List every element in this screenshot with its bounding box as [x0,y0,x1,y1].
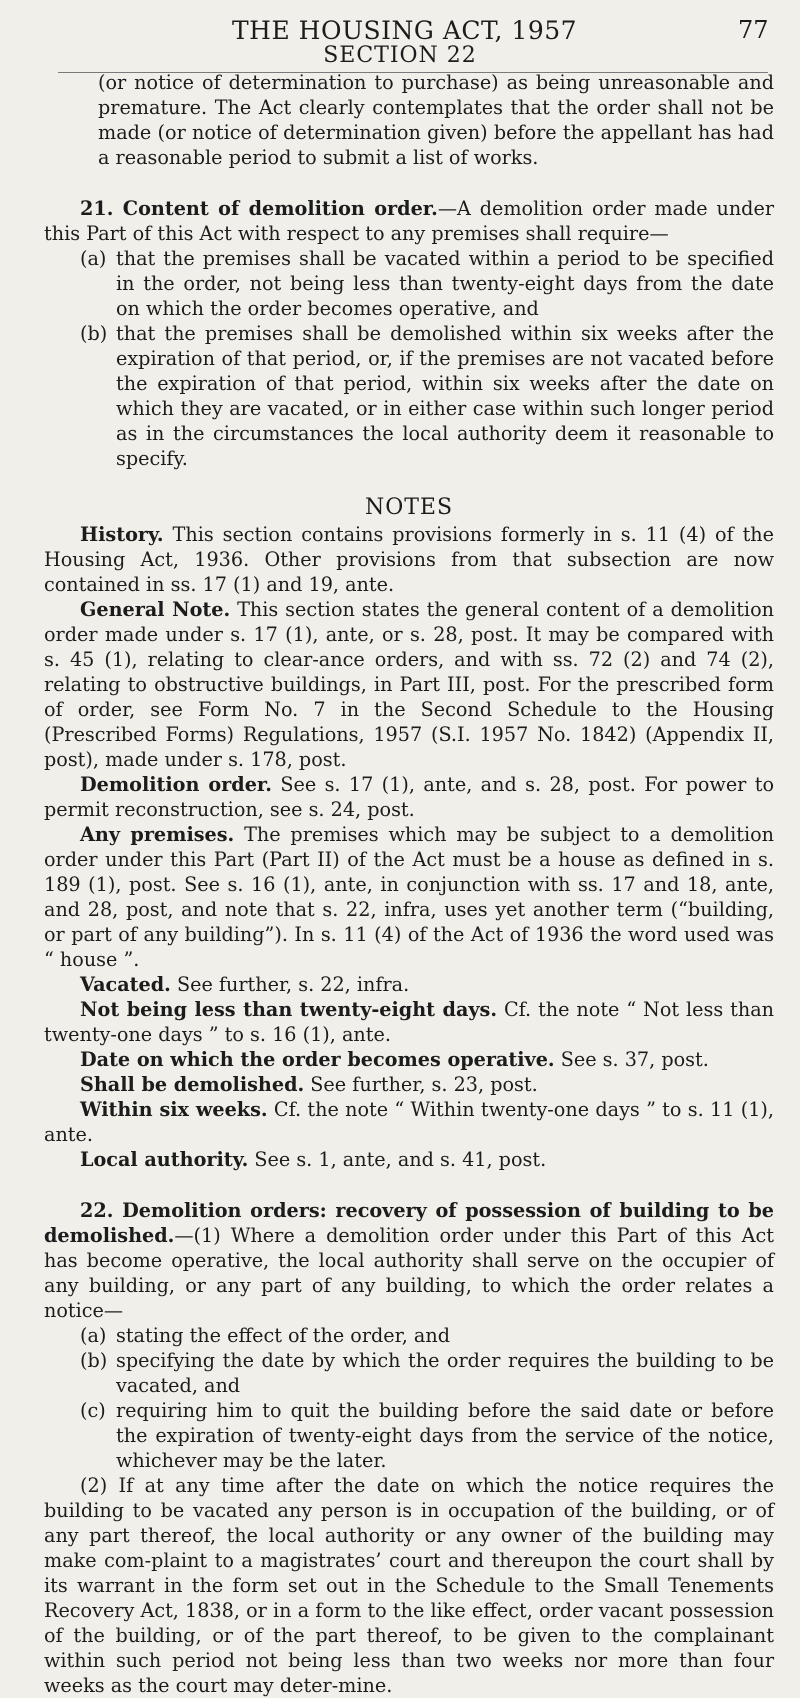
item-text: that the premises shall be vacated within a period to be specified in the order, not being less than twenty-eight days from the date on which the order becomes operative, and [116,247,774,320]
note-head: Vacated. [80,973,171,996]
item-letter: (a) [80,1324,107,1347]
section-22-item [44,1348,774,1398]
continuation-paragraph: (or notice of determination to purchase) as being unreasonable and premature. The Act clearly contemplates that the order shall not be made (or notice of determination given) before the appellant has had a reasonable period to submit a list of works. [98,71,774,169]
note-any-premises [44,822,774,972]
note-head: Date on which the order becomes operative. [80,1048,555,1071]
page-number: 77 [738,16,769,44]
note-history [44,522,774,597]
note-shall-be-demolished [44,1072,774,1097]
note-text: See further, s. 22, infra. [176,973,410,996]
note-twenty-eight-days [44,997,774,1047]
note-text: See s. 37, post. [560,1048,709,1071]
item-text: specifying the date by which the order requires the building to be vacated, and [116,1349,774,1397]
notes-heading: NOTES [364,495,454,520]
note-text: The premises which may be subject to a demolition order under this Part (Part II) of the Act must be a house as defined in s. 189 (1), post. See s. 16 (1), ante, in conjunction with ss. 17 and 18, ante, and 28, post, and note that s. 22, infra, uses yet another term (“building, or part of any building”). In s. 11 (4) of the Act of 1936 the word used was “ house ”. [44,823,774,971]
section-21 [44,196,774,246]
note-text: This section states the general content of a demolition order made under s. 17 (1), ante, or s. 28, post. It may be compared with s. 45 (1), relating to clear-ance orders, and with ss. 72 (2) and 74 (2), relating to obstructive buildings, in Part III, post. For the prescribed form of order, see Form No. 7 in the Second Schedule to the Housing (Prescribed Forms) Regulations, 1957 (S.I. 1957 No. 1842) (Appendix II, post), made under s. 178, post. [44,598,774,771]
section-label: SECTION 22 [323,43,477,68]
section-22-intro: —(1) Where a demolition order under this Part of this Act has become operative, the local authority shall serve on the occupier of any building, or any part of any building, to which the order relates a notice— [44,1224,774,1322]
section-22 [44,1198,774,1323]
note-local-authority [44,1147,774,1172]
note-text: This section contains provisions formerly in s. 11 (4) of the Housing Act, 1936. Other provisions from that subsection are now contained in ss. 17 (1) and 19, ante. [44,523,774,596]
section-21-heading: 21. Content of demolition order. [80,197,438,220]
note-text: See s. 17 (1), ante, and s. 28, post. For power to permit reconstruction, see s. 24, post. [44,773,774,821]
note-head: Local authority. [80,1148,249,1171]
item-text: requiring him to quit the building before the said date or before the expiration of twenty-eight days from the service of the notice, whichever may be the later. [116,1399,774,1472]
note-within-six-weeks [44,1097,774,1147]
note-text: Cf. the note “ Within twenty-one days ” to s. 11 (1), ante. [44,1098,775,1146]
section-21-item [44,246,774,321]
running-title: THE HOUSING ACT, 1957 [232,16,578,45]
item-letter: (a) [80,247,107,270]
note-text: Cf. the note “ Not less than twenty-one days ” to s. 16 (1), ante. [44,998,774,1046]
note-head: Any premises. [80,823,235,846]
item-letter: (b) [80,322,108,345]
note-vacated [44,972,774,997]
section-22-item [44,1398,774,1473]
page-header [0,16,800,66]
note-head: Shall be demolished. [80,1073,305,1096]
section-22-subsection-2: (2) If at any time after the date on which the notice requires the building to be vacated any person is in occupation of the building, or of any part thereof, the local authority or any owner of the building may make com-plaint to a magistrates’ court and thereupon the court shall by its warrant in the form set out in the Schedule to the Small Tenements Recovery Act, 1838, or in a form to the like effect, order vacant possession of the building, or of the part thereof, to be given to the complainant within such period not being less than two weeks nor more than four weeks as the court may deter-mine. [44,1474,774,1697]
item-letter: (c) [80,1399,106,1422]
note-head: Within six weeks. [80,1098,268,1121]
note-text: See further, s. 23, post. [310,1073,538,1096]
item-text: stating the effect of the order, and [116,1324,450,1347]
section-22-heading: 22. Demolition orders: recovery of possession of building to be demolished. [44,1199,774,1247]
item-text: that the premises shall be demolished within six weeks after the expiration of that period, or, if the premises are not vacated before the expiration of that period, within six weeks after the date on which they are vacated, or in either case within such longer period as in the circumstances the local authority deem it reasonable to specify. [116,322,774,470]
note-text: See s. 1, ante, and s. 41, post. [254,1148,547,1171]
note-head: History. [80,523,164,546]
note-head: General Note. [80,598,231,621]
note-demolition-order [44,772,774,822]
section-22-item [44,1323,774,1348]
note-head: Demolition order. [80,773,272,796]
section-21-item [44,321,774,471]
note-head: Not being less than twenty-eight days. [80,998,498,1021]
section-21-intro: —A demolition order made under this Part of this Act with respect to any premises shall require— [44,197,774,245]
item-letter: (b) [80,1349,108,1372]
page-body [44,70,774,1698]
note-general [44,597,774,772]
note-date-operative [44,1047,774,1072]
